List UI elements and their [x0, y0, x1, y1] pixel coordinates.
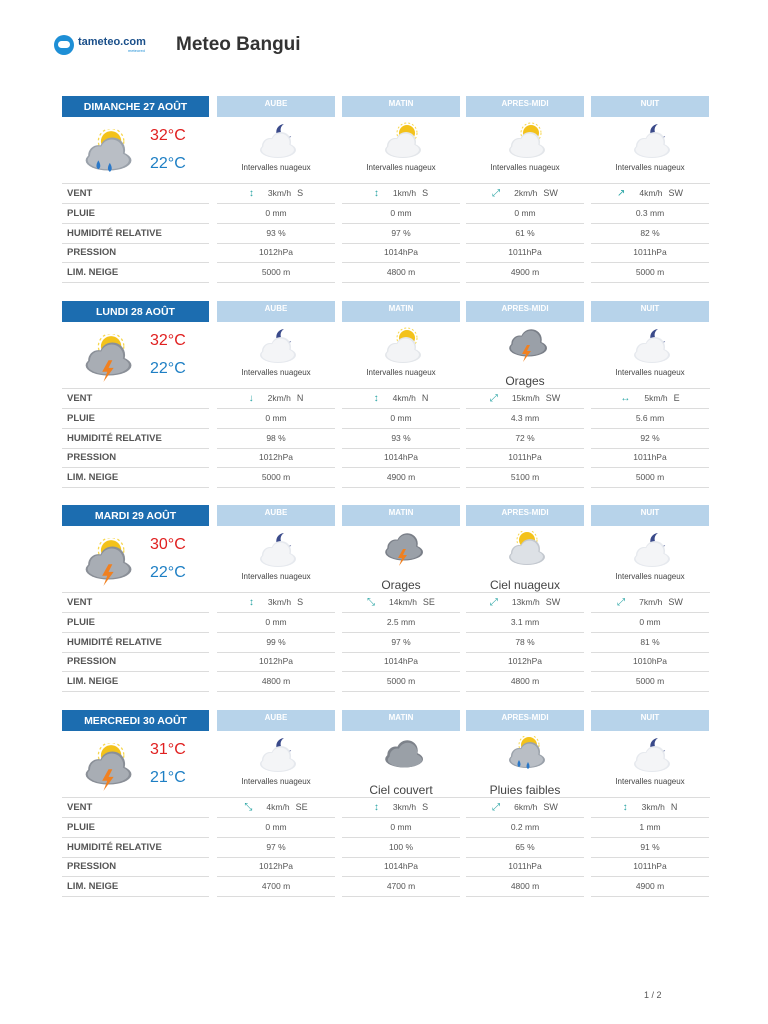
condition-text: Intervalles nuageux [241, 572, 311, 581]
day-block [62, 710, 710, 905]
rain-value: 0 mm [342, 204, 460, 224]
condition-text: Intervalles nuageux [615, 572, 685, 581]
condition-text: Intervalles nuageux [615, 777, 685, 786]
humidity-value: 99 % [217, 633, 335, 653]
wind-arrow-icon: ↕ [373, 392, 379, 404]
rain-value: 0.2 mm [466, 818, 584, 838]
wind-speed: 4km/h [639, 188, 663, 199]
row-label: HUMIDITÉ RELATIVE [62, 429, 209, 449]
sun-cloud-icon [503, 122, 547, 154]
period-forecast [217, 731, 335, 799]
logo-brand: tameteo.com [78, 35, 146, 48]
moon-cloud-icon [254, 122, 298, 154]
humidity-value: 81 % [591, 633, 709, 653]
humidity-value: 65 % [466, 838, 584, 858]
overcast-icon [379, 736, 423, 768]
wind-direction: SW [668, 188, 684, 199]
temp-max: 30°C [150, 536, 186, 553]
cloud-logo-icon [54, 35, 74, 55]
wind-arrow-icon: ⤢ [489, 392, 498, 404]
wind-speed: 14km/h [389, 597, 417, 608]
period-forecast [591, 322, 709, 390]
row-label: VENT [62, 798, 209, 818]
period-label: APRES-MIDI [466, 301, 584, 322]
wind-speed: 3km/h [641, 802, 665, 813]
humidity-value: 91 % [591, 838, 709, 858]
period-forecast [217, 322, 335, 390]
period-label: MATIN [342, 505, 460, 526]
wind-direction: SW [543, 188, 558, 199]
row-label: LIM. NEIGE [62, 263, 209, 283]
rain-value: 3.1 mm [466, 613, 584, 633]
row-snow [62, 468, 710, 488]
wind-direction: SW [545, 393, 561, 404]
wind-direction: S [297, 188, 304, 199]
period-forecast [466, 731, 584, 799]
condition-text: Orages [381, 578, 421, 592]
period-label: AUBE [217, 96, 335, 117]
row-label: VENT [62, 593, 209, 613]
wind-speed: 1km/h [392, 188, 417, 199]
period-forecast [217, 526, 335, 594]
wind-arrow-icon: ⤢ [492, 187, 501, 199]
period-label: MATIN [342, 96, 460, 117]
row-pressure [62, 857, 710, 877]
rain-value: 2.5 mm [342, 613, 460, 633]
pressure-value: 1011hPa [591, 857, 709, 877]
day-block [62, 301, 710, 496]
period-label: AUBE [217, 710, 335, 731]
row-label: PRESSION [62, 243, 209, 263]
wind-value [466, 184, 584, 204]
humidity-value: 82 % [591, 224, 709, 244]
snow-value: 5000 m [217, 468, 335, 488]
pressure-value: 1011hPa [466, 243, 584, 263]
wind-value [466, 798, 584, 818]
sun-storm-icon [78, 538, 134, 588]
pressure-value: 1011hPa [466, 448, 584, 468]
period-forecast [466, 322, 584, 390]
wind-speed: 4km/h [392, 393, 416, 404]
wind-value [342, 593, 460, 613]
pressure-value: 1012hPa [217, 243, 335, 263]
wind-arrow-icon: ↕ [622, 801, 628, 813]
moon-cloud-icon [628, 327, 672, 359]
pressure-value: 1014hPa [342, 448, 460, 468]
humidity-value: 93 % [217, 224, 335, 244]
day-block [62, 96, 710, 291]
period-label: NUIT [591, 505, 709, 526]
wind-value [591, 184, 709, 204]
snow-value: 4700 m [342, 877, 460, 897]
temp-max: 32°C [150, 127, 186, 144]
row-label: LIM. NEIGE [62, 672, 209, 692]
sun-storm-icon [78, 334, 134, 384]
wind-speed: 2km/h [267, 393, 291, 404]
wind-arrow-icon: ↕ [373, 187, 379, 199]
snow-value: 4900 m [466, 263, 584, 283]
row-label: VENT [62, 184, 209, 204]
day-label: MARDI 29 AOÛT [62, 505, 209, 526]
rain-value: 0 mm [217, 613, 335, 633]
condition-text: Intervalles nuageux [241, 777, 311, 786]
snow-value: 5000 m [591, 263, 709, 283]
moon-cloud-icon [628, 736, 672, 768]
period-label: NUIT [591, 96, 709, 117]
period-forecast [342, 117, 460, 185]
snow-value: 5000 m [591, 672, 709, 692]
row-wind [62, 593, 710, 613]
row-snow [62, 672, 710, 692]
wind-arrow-icon: ⤢ [489, 596, 498, 608]
period-label: APRES-MIDI [466, 96, 584, 117]
period-label: MATIN [342, 301, 460, 322]
rain-value: 0 mm [342, 818, 460, 838]
rain-value: 0 mm [591, 613, 709, 633]
moon-cloud-icon [628, 531, 672, 563]
day-summary [62, 532, 209, 592]
wind-value [342, 798, 460, 818]
day-summary [62, 737, 209, 797]
row-rain [62, 613, 710, 633]
pressure-value: 1011hPa [591, 448, 709, 468]
wind-arrow-icon: ↕ [373, 801, 379, 813]
wind-speed: 4km/h [266, 802, 290, 813]
period-label: APRES-MIDI [466, 505, 584, 526]
pressure-value: 1012hPa [217, 652, 335, 672]
page-title: Meteo Bangui [176, 34, 301, 55]
row-label: PRESSION [62, 448, 209, 468]
wind-arrow-icon: ⤢ [617, 596, 626, 608]
period-label: NUIT [591, 710, 709, 731]
tameteo-logo[interactable] [54, 31, 166, 59]
snow-value: 4900 m [342, 468, 460, 488]
wind-arrow-icon: ↕ [248, 596, 254, 608]
condition-text: Orages [505, 374, 545, 388]
wind-arrow-icon: ⤡ [244, 801, 253, 813]
logo-sub: meteored [128, 47, 145, 53]
day-summary [62, 123, 209, 183]
wind-value [466, 389, 584, 409]
wind-direction: S [422, 188, 429, 199]
row-humidity [62, 224, 710, 244]
sun-cloud-rain-icon [78, 129, 134, 179]
humidity-value: 98 % [217, 429, 335, 449]
pressure-value: 1011hPa [591, 243, 709, 263]
day-label: MERCREDI 30 AOÛT [62, 710, 209, 731]
humidity-value: 100 % [342, 838, 460, 858]
snow-value: 4900 m [591, 877, 709, 897]
humidity-value: 78 % [466, 633, 584, 653]
row-humidity [62, 838, 710, 858]
rain-value: 4.3 mm [466, 409, 584, 429]
row-rain [62, 204, 710, 224]
row-wind [62, 389, 710, 409]
wind-arrow-icon: ↓ [248, 392, 254, 404]
moon-cloud-icon [254, 736, 298, 768]
rain-value: 0 mm [342, 409, 460, 429]
sun-cloud-rain-icon [503, 736, 547, 768]
condition-text: Intervalles nuageux [615, 368, 685, 377]
condition-text: Intervalles nuageux [490, 163, 560, 172]
rain-value: 1 mm [591, 818, 709, 838]
humidity-value: 92 % [591, 429, 709, 449]
wind-direction: SE [422, 597, 435, 608]
wind-direction: N [296, 393, 304, 404]
sun-storm-icon [78, 743, 134, 793]
condition-text: Intervalles nuageux [241, 163, 311, 172]
storm-icon [503, 327, 547, 359]
wind-direction: N [421, 393, 429, 404]
wind-direction: SE [295, 802, 308, 813]
page-header [54, 30, 301, 60]
day-summary [62, 328, 209, 388]
wind-speed: 2km/h [514, 188, 538, 199]
condition-text: Ciel nuageux [489, 578, 561, 592]
row-label: PLUIE [62, 409, 209, 429]
rain-value: 0 mm [217, 204, 335, 224]
row-wind [62, 798, 710, 818]
wind-direction: SW [543, 802, 558, 813]
row-label: LIM. NEIGE [62, 877, 209, 897]
pressure-value: 1012hPa [466, 652, 584, 672]
day-label: DIMANCHE 27 AOÛT [62, 96, 209, 117]
row-pressure [62, 448, 710, 468]
wind-arrow-icon: ↕ [248, 187, 254, 199]
wind-direction: SW [668, 597, 683, 608]
condition-text: Ciel couvert [369, 783, 433, 797]
pressure-value: 1012hPa [217, 857, 335, 877]
temp-min: 22°C [150, 155, 186, 172]
rain-value: 0 mm [217, 409, 335, 429]
wind-speed: 3km/h [392, 802, 417, 813]
humidity-value: 97 % [342, 633, 460, 653]
sun-clouds-icon [503, 531, 547, 563]
wind-value [217, 184, 335, 204]
wind-speed: 6km/h [514, 802, 538, 813]
moon-cloud-icon [254, 327, 298, 359]
period-forecast [591, 526, 709, 594]
sun-cloud-icon [379, 122, 423, 154]
row-label: VENT [62, 389, 209, 409]
wind-arrow-icon: ⤢ [492, 801, 501, 813]
wind-speed: 13km/h [511, 597, 540, 608]
wind-value [217, 798, 335, 818]
wind-value [342, 389, 460, 409]
period-forecast [591, 731, 709, 799]
wind-value [217, 389, 335, 409]
snow-value: 4800 m [217, 672, 335, 692]
row-rain [62, 409, 710, 429]
row-wind [62, 184, 710, 204]
row-label: PLUIE [62, 818, 209, 838]
humidity-value: 97 % [342, 224, 460, 244]
wind-speed: 3km/h [267, 188, 292, 199]
row-snow [62, 877, 710, 897]
humidity-value: 97 % [217, 838, 335, 858]
rain-value: 0 mm [217, 818, 335, 838]
moon-cloud-icon [254, 531, 298, 563]
row-label: PRESSION [62, 857, 209, 877]
row-label: HUMIDITÉ RELATIVE [62, 838, 209, 858]
period-label: APRES-MIDI [466, 710, 584, 731]
row-label: HUMIDITÉ RELATIVE [62, 224, 209, 244]
period-forecast [466, 117, 584, 185]
row-pressure [62, 652, 710, 672]
snow-value: 4800 m [466, 877, 584, 897]
row-humidity [62, 429, 710, 449]
wind-direction: S [297, 597, 304, 608]
row-label: HUMIDITÉ RELATIVE [62, 633, 209, 653]
temp-max: 32°C [150, 332, 186, 349]
wind-speed: 3km/h [267, 597, 292, 608]
period-forecast [342, 322, 460, 390]
wind-value [217, 593, 335, 613]
row-humidity [62, 633, 710, 653]
wind-direction: SW [545, 597, 561, 608]
wind-value [342, 184, 460, 204]
storm-icon [379, 531, 423, 563]
row-label: PLUIE [62, 613, 209, 633]
day-block [62, 505, 710, 700]
pressure-value: 1012hPa [217, 448, 335, 468]
period-forecast [342, 731, 460, 799]
wind-direction: E [673, 393, 680, 404]
snow-value: 4800 m [466, 672, 584, 692]
row-label: PRESSION [62, 652, 209, 672]
period-forecast [217, 117, 335, 185]
snow-value: 5000 m [342, 672, 460, 692]
period-label: AUBE [217, 301, 335, 322]
wind-direction: S [422, 802, 429, 813]
row-pressure [62, 243, 710, 263]
rain-value: 0 mm [466, 204, 584, 224]
period-forecast [591, 117, 709, 185]
wind-speed: 7km/h [639, 597, 663, 608]
wind-value [466, 593, 584, 613]
pressure-value: 1014hPa [342, 652, 460, 672]
period-forecast [342, 526, 460, 594]
snow-value: 4700 m [217, 877, 335, 897]
row-rain [62, 818, 710, 838]
humidity-value: 61 % [466, 224, 584, 244]
temp-min: 21°C [150, 769, 186, 786]
wind-arrow-icon: ↗ [616, 187, 626, 199]
humidity-value: 93 % [342, 429, 460, 449]
pressure-value: 1011hPa [466, 857, 584, 877]
condition-text: Intervalles nuageux [615, 163, 685, 172]
condition-text: Pluies faibles [489, 783, 561, 797]
sun-cloud-icon [379, 327, 423, 359]
snow-value: 5100 m [466, 468, 584, 488]
pressure-value: 1014hPa [342, 243, 460, 263]
wind-arrow-icon: ⤡ [367, 596, 376, 608]
day-label: LUNDI 28 AOÛT [62, 301, 209, 322]
wind-value [591, 389, 709, 409]
humidity-value: 72 % [466, 429, 584, 449]
row-label: LIM. NEIGE [62, 468, 209, 488]
period-label: MATIN [342, 710, 460, 731]
temp-max: 31°C [150, 741, 186, 758]
wind-value [591, 798, 709, 818]
snow-value: 5000 m [591, 468, 709, 488]
wind-speed: 15km/h [511, 393, 540, 404]
period-label: AUBE [217, 505, 335, 526]
condition-text: Intervalles nuageux [241, 368, 311, 377]
rain-value: 5.6 mm [591, 409, 709, 429]
snow-value: 5000 m [217, 263, 335, 283]
rain-value: 0.3 mm [591, 204, 709, 224]
moon-cloud-icon [628, 122, 672, 154]
page-number: 1 / 2 [644, 990, 662, 1000]
temp-min: 22°C [150, 564, 186, 581]
wind-speed: 5km/h [644, 393, 668, 404]
condition-text: Intervalles nuageux [366, 368, 436, 377]
pressure-value: 1014hPa [342, 857, 460, 877]
condition-text: Intervalles nuageux [366, 163, 436, 172]
period-forecast [466, 526, 584, 594]
period-label: NUIT [591, 301, 709, 322]
row-label: PLUIE [62, 204, 209, 224]
wind-arrow-icon: ↔ [620, 392, 631, 404]
pressure-value: 1010hPa [591, 652, 709, 672]
temp-min: 22°C [150, 360, 186, 377]
wind-value [591, 593, 709, 613]
wind-direction: N [670, 802, 678, 813]
row-snow [62, 263, 710, 283]
snow-value: 4800 m [342, 263, 460, 283]
